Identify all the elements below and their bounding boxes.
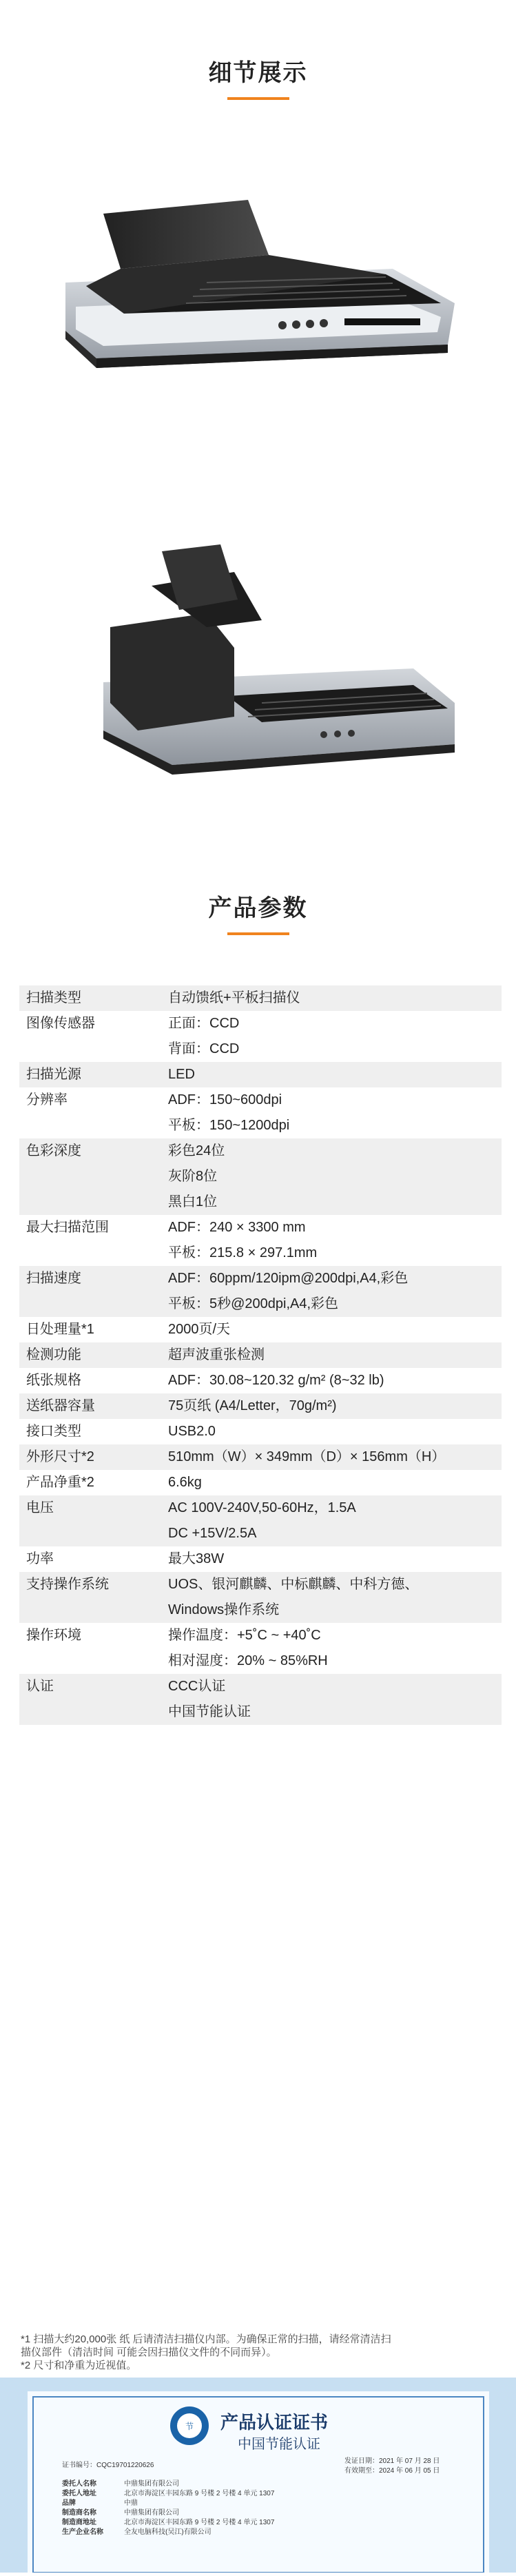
spec-row	[19, 1393, 502, 1419]
spec-row	[19, 1495, 502, 1546]
cert-row-value: 中鼎集团有限公司	[124, 2509, 179, 2517]
cert-issue-date: 发证日期：2021 年 07 月 28 日	[344, 2457, 440, 2465]
spec-value-line: 正面：CCD	[168, 1016, 240, 1031]
spec-value-line: 彩色24位	[168, 1143, 225, 1158]
spec-row	[19, 1623, 502, 1674]
spec-value-line: ADF：240 × 3300 mm	[168, 1220, 306, 1235]
spec-value-line: AC 100V-240V,50-60Hz，1.5A	[168, 1500, 356, 1515]
spec-value-line: 平板：150~1200dpi	[168, 1118, 290, 1133]
cert-row	[62, 2518, 448, 2528]
spec-row	[19, 1266, 502, 1317]
spec-value	[161, 1317, 502, 1342]
spec-value	[161, 1393, 502, 1419]
spec-row	[19, 1138, 502, 1215]
cert-row-label: 制造商名称	[62, 2509, 96, 2517]
spec-row	[19, 1572, 502, 1623]
spec-value	[161, 1062, 502, 1087]
spec-label: 分辨率	[26, 1092, 68, 1107]
spec-value-line: 75页纸 (A4/Letter，70g/m²)	[168, 1398, 337, 1413]
cert-title: 产品认证证书	[220, 2412, 329, 2433]
cert-row-value: 中鼎集团有限公司	[124, 2480, 179, 2488]
footnotes	[21, 2333, 496, 2372]
spec-value-line: Windows操作系统	[168, 1602, 280, 1617]
spec-value-line: 平板：5秒@200dpi,A4,彩色	[168, 1296, 339, 1311]
spec-row	[19, 1087, 502, 1138]
spec-label: 图像传感器	[26, 1016, 95, 1031]
spec-value	[161, 1087, 502, 1138]
cert-row-label: 委托人地址	[62, 2490, 96, 2497]
spec-value-line: 最大38W	[168, 1551, 225, 1566]
spec-value-line: 510mm（W）× 349mm（D）× 156mm（H）	[168, 1449, 446, 1464]
spec-label: 产品净重*2	[26, 1475, 94, 1490]
spec-value-line: 6.6kg	[168, 1475, 202, 1490]
details-title: 细节展示	[208, 60, 308, 86]
spec-value	[161, 985, 502, 1011]
spec-label: 操作环境	[26, 1628, 81, 1643]
cert-number: 证书编号：CQC19701220626	[62, 2462, 154, 2469]
spec-row	[19, 1419, 502, 1444]
spec-value-line: 2000页/天	[168, 1322, 231, 1337]
spec-row	[19, 1342, 502, 1368]
cert-row	[62, 2489, 448, 2499]
spec-value	[161, 1495, 502, 1546]
cert-rows	[62, 2480, 448, 2537]
spec-row	[19, 1674, 502, 1725]
cert-row-value: 北京市海淀区丰园东路 9 号楼 2 号楼 4 单元 1307	[124, 2490, 275, 2497]
cert-row-value: 全友电脑科技(吴江)有限公司	[124, 2528, 211, 2536]
spec-value-line: CCC认证	[168, 1679, 226, 1694]
spec-value	[161, 1266, 502, 1317]
cert-row-value: 北京市海淀区丰园东路 9 号楼 2 号楼 4 单元 1307	[124, 2519, 275, 2526]
spec-value	[161, 1470, 502, 1495]
details-title-bar	[227, 97, 289, 100]
spec-label: 外形尺寸*2	[19, 1444, 161, 1470]
svg-text:节: 节	[185, 2422, 194, 2431]
cert-row	[62, 2480, 448, 2489]
spec-value	[161, 1138, 502, 1215]
spec-value-line: USB2.0	[168, 1424, 216, 1439]
params-title: 产品参数	[208, 895, 308, 921]
spec-label: 电压	[19, 1495, 161, 1546]
spec-label: 最大扫描范围	[26, 1220, 109, 1235]
spec-label: 检测功能	[19, 1342, 161, 1368]
footnote-1b: 描仪部件（清洁时间 可能会因扫描仪文件的不同而异）。	[21, 2347, 277, 2358]
spec-value	[161, 1674, 502, 1725]
cert-row	[62, 2508, 448, 2518]
spec-value-line: 黑白1位	[168, 1194, 218, 1209]
spec-row	[19, 1215, 502, 1266]
cert-row-value: 中鼎	[124, 2500, 138, 2507]
spec-value-line: ADF：60ppm/120ipm@200dpi,A4,彩色	[168, 1271, 409, 1286]
spec-value	[161, 1368, 502, 1393]
cert-row	[62, 2528, 448, 2537]
scanner-image-closed	[0, 172, 516, 434]
spec-row	[19, 1062, 502, 1087]
spec-value-line: 灰阶8位	[168, 1169, 218, 1184]
spec-value-line: 相对湿度：20% ~ 85%RH	[168, 1653, 328, 1668]
spec-row	[19, 1444, 502, 1470]
spec-value-line: UOS、银河麒麟、中标麒麟、中科方德、	[168, 1577, 419, 1592]
spec-value-line: 中国节能认证	[168, 1704, 251, 1719]
spec-label: 扫描光源	[19, 1062, 161, 1087]
cert-logo-icon	[169, 2405, 210, 2450]
spec-value-line: ADF：150~600dpi	[168, 1092, 282, 1107]
spec-label: 认证	[19, 1674, 161, 1725]
params-title-bar	[227, 932, 289, 935]
cert-row-label: 委托人名称	[62, 2480, 96, 2488]
cert-row	[62, 2499, 448, 2508]
scanner-image-open	[0, 538, 516, 820]
spec-label: 日处理量*1	[26, 1322, 94, 1337]
cert-row-label: 生产企业名称	[62, 2528, 103, 2536]
spec-value-line: 平板：215.8 × 297.1mm	[168, 1245, 318, 1260]
spec-value-line: DC +15V/2.5A	[168, 1526, 257, 1541]
spec-label: 送纸器容量	[19, 1393, 161, 1419]
spec-row	[19, 1368, 502, 1393]
spec-value	[161, 1011, 502, 1062]
spec-label: 色彩深度	[19, 1138, 161, 1215]
spec-value-line: ADF：30.08~120.32 g/m² (8~32 lb)	[168, 1373, 384, 1388]
spec-value	[161, 1546, 502, 1572]
spec-value	[161, 1215, 502, 1266]
spec-value-line: 背面：CCD	[168, 1041, 240, 1056]
spec-label: 扫描类型	[19, 985, 161, 1011]
spec-row	[19, 1011, 502, 1062]
spec-label: 支持操作系统	[19, 1572, 161, 1623]
spec-value	[161, 1572, 502, 1623]
spec-value	[161, 1623, 502, 1674]
spec-value-line: 操作温度：+5˚C ~ +40˚C	[168, 1628, 321, 1643]
spec-row	[19, 1470, 502, 1495]
certificate-area	[0, 2378, 516, 2573]
spec-row	[19, 1546, 502, 1572]
spec-row	[19, 985, 502, 1011]
spec-label: 扫描速度	[19, 1266, 161, 1317]
spec-value	[161, 1342, 502, 1368]
spec-value-line: 自动馈纸+平板扫描仪	[168, 990, 300, 1005]
footnote-1a: *1 扫描大约20,000张 纸 后请清洁扫描仪内部。为确保正常的扫描，请经常清洁扫	[21, 2333, 391, 2345]
spec-label: 功率	[26, 1551, 54, 1566]
spec-value	[161, 1419, 502, 1444]
spec-table	[19, 985, 502, 1725]
cert-row-label: 品牌	[62, 2500, 76, 2507]
footnote-2: *2 尺寸和净重为近视值。	[21, 2360, 137, 2371]
spec-label: 纸张规格	[26, 1373, 81, 1388]
spec-row	[19, 1317, 502, 1342]
cert-row-label: 制造商地址	[62, 2519, 96, 2526]
cert-expire-date: 有效期至：2024 年 06 月 05 日	[344, 2467, 440, 2475]
cert-subtitle: 中国节能认证	[238, 2437, 320, 2452]
spec-label: 接口类型	[26, 1424, 81, 1439]
spec-value-line: 超声波重张检测	[168, 1347, 265, 1362]
spec-value	[161, 1444, 502, 1470]
spec-value-line: LED	[168, 1067, 195, 1082]
